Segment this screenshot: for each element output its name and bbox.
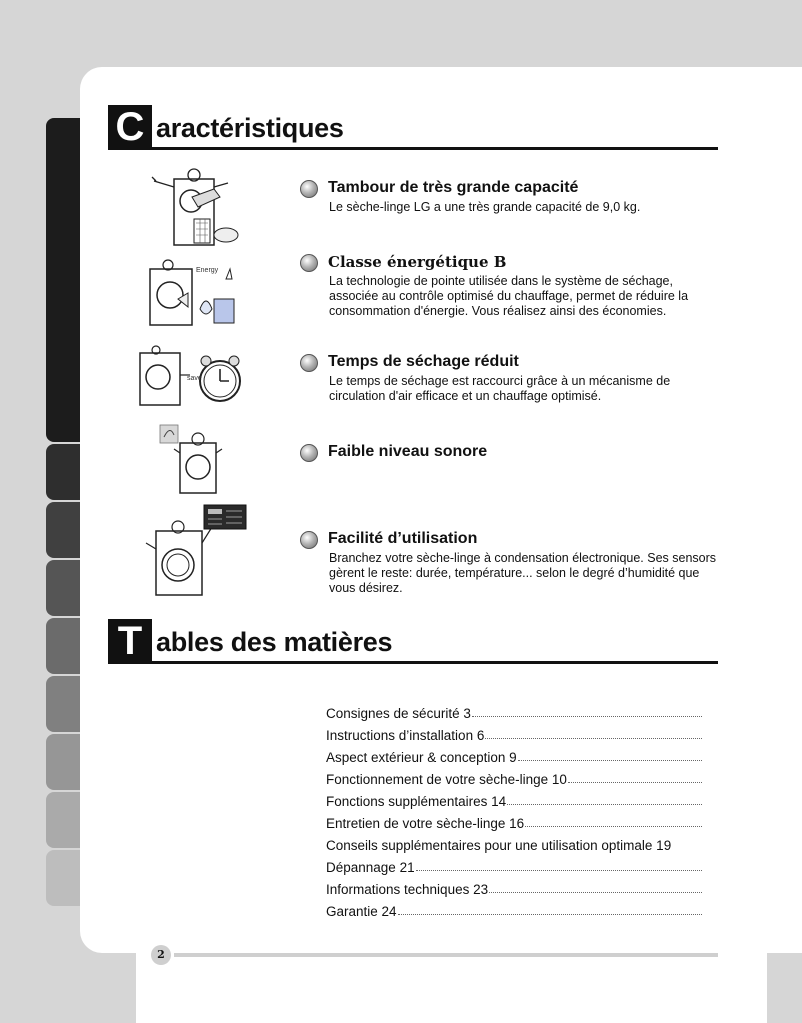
energy-washer-icon: [144, 259, 246, 329]
feature-title: Faible niveau sonore: [328, 443, 488, 460]
bullet-icon: [300, 531, 318, 549]
feature-title: Classe énergétique B: [328, 253, 507, 271]
feature-title: Temps de séchage réduit: [328, 353, 519, 370]
toc-entry[interactable]: Entretien de votre sèche-linge 16: [326, 809, 702, 831]
heading-text: aractéristiques: [156, 113, 344, 143]
feature-desc: La technologie de pointe utilisée dans le système de séchage, associée au contrôle optimisé du chauffage, permet de réduire la consommation d'énergie. Vous réalisez ainsi des économies.: [329, 274, 689, 318]
footer-rule: [174, 953, 718, 957]
toc-entry[interactable]: Fonctionnement de votre sèche-linge 10: [326, 765, 702, 787]
feature-title: Tambour de très grande capacité: [328, 179, 579, 196]
large-drum-washer-icon: [144, 167, 244, 249]
page-card: [80, 67, 802, 953]
toc-entry[interactable]: Fonctions supplémentaires 14: [326, 787, 702, 809]
toc-entry[interactable]: Aspect extérieur & conception 9: [326, 743, 702, 765]
toc-entry[interactable]: Informations techniques 23: [326, 875, 702, 897]
energy-label: Energy: [196, 267, 219, 274]
table-of-contents: [326, 699, 702, 919]
tables-heading: [108, 619, 718, 664]
heading-text: ables des matières: [156, 627, 393, 657]
feature-desc: Le temps de séchage est raccourci grâce à un mécanisme de circulation d'air efficace et un chauffage optimisé.: [329, 374, 671, 403]
save-label: save: [187, 375, 202, 382]
page-number: 2: [151, 945, 171, 965]
clock-washer-icon: [136, 345, 246, 407]
toc-entry[interactable]: Garantie 24: [326, 897, 702, 919]
heading-initial: C: [108, 105, 152, 149]
bullet-icon: [300, 254, 318, 272]
toc-entry[interactable]: Conseils supplémentaires pour une utilisation optimale 19: [326, 838, 672, 853]
toc-entry[interactable]: Instructions d’installation 6: [326, 721, 702, 743]
caracteristiques-heading: [108, 105, 718, 150]
feature-desc: Branchez votre sèche-linge à condensation électronique. Ses sensors gèrent le reste: durée, température... selon le degré d’humidité que vous désirez.: [329, 551, 717, 595]
bullet-icon: [300, 354, 318, 372]
bullet-icon: [300, 180, 318, 198]
toc-entry[interactable]: Dépannage 21: [326, 853, 702, 875]
bullet-icon: [300, 444, 318, 462]
feature-title: Facilité d’utilisation: [328, 530, 478, 547]
quiet-washer-icon: [158, 423, 238, 495]
heading-initial: T: [108, 619, 152, 663]
feature-desc: Le sèche-linge LG a une très grande capacité de 9,0 kg.: [329, 200, 641, 214]
control-panel-washer-icon: [142, 503, 250, 599]
toc-entry[interactable]: Consignes de sécurité 3: [326, 699, 702, 721]
